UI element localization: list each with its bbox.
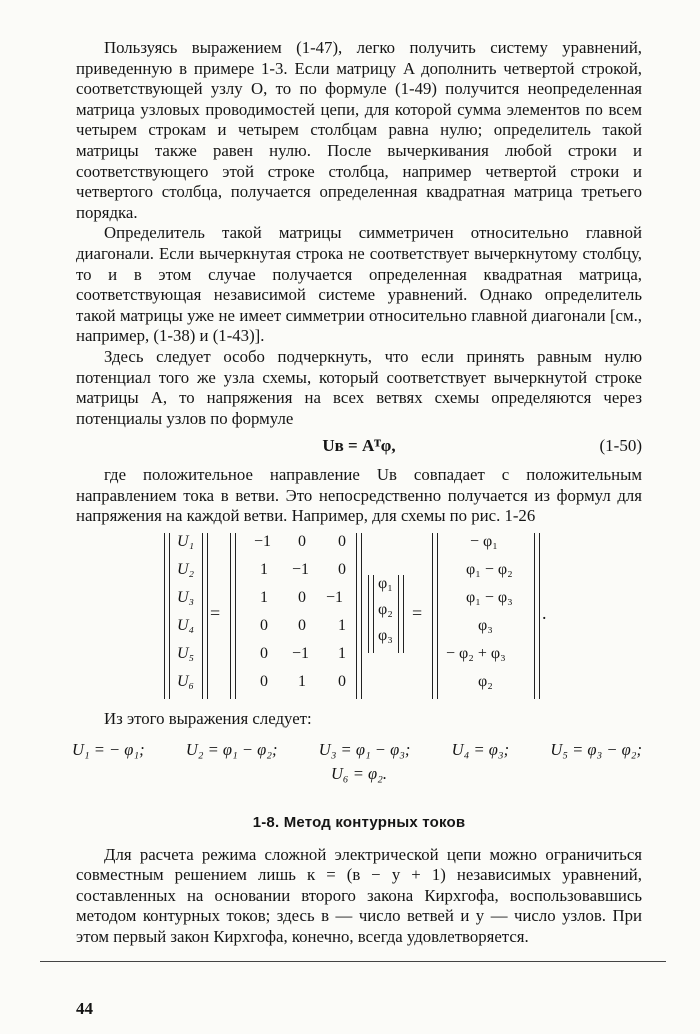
result-2: φ₁ − φ₂ bbox=[466, 561, 513, 579]
phi-2: φ₂ bbox=[378, 601, 393, 619]
paragraph-6: Для расчета режима сложной электрической цепи можно ограничиться совместным решением лишь к = (в − у + 1) независимых уравнений, составленных на основании второго закона Кирхгофа, воспользовавшись методом контурных токов; здесь в — число ветвей и у — число узлов. При этом первый закон Кирхгофа, конечно, всегда удовлетворяется. bbox=[76, 844, 642, 947]
a-transpose-matrix bbox=[230, 533, 362, 699]
a-cell: −1 bbox=[292, 645, 310, 663]
a-cell: 0 bbox=[298, 533, 306, 551]
relation-u4: U₄ = φ₃; bbox=[451, 739, 510, 759]
a-cell: 0 bbox=[338, 533, 346, 551]
a-cell: 0 bbox=[298, 589, 306, 607]
a-cell: 1 bbox=[298, 673, 306, 691]
u-1: U₁ bbox=[177, 533, 195, 551]
u-2: U₂ bbox=[177, 561, 195, 579]
result-6: φ₂ bbox=[478, 673, 493, 691]
u-4: U₄ bbox=[177, 617, 195, 635]
a-cell: 0 bbox=[338, 561, 346, 579]
a-cell: −1 bbox=[326, 589, 344, 607]
phi-1: φ₁ bbox=[378, 575, 393, 593]
result-1: − φ₁ bbox=[470, 533, 498, 551]
u-6: U₆ bbox=[177, 673, 195, 691]
relations-line-1 bbox=[72, 738, 642, 762]
page-number: 44 bbox=[76, 999, 93, 1018]
matrix-equation bbox=[76, 533, 642, 705]
equation-1-50 bbox=[76, 429, 642, 465]
scan-line bbox=[40, 961, 666, 962]
relation-u3: U₃ = φ₁ − φ₃; bbox=[318, 739, 411, 759]
result-vector bbox=[432, 533, 540, 699]
u-3: U₃ bbox=[177, 589, 195, 607]
a-cell: 0 bbox=[338, 673, 346, 691]
u-5: U₅ bbox=[177, 645, 195, 663]
paragraph-3: Здесь следует особо подчеркнуть, что если принять равным нулю потенциал того же узла схемы, который соответствует вычеркнутой строке матрицы A, то напряжения на всех ветвях схемы определяются через потенциалы узлов по формуле bbox=[76, 346, 642, 428]
equals-sign-2: = bbox=[412, 603, 423, 624]
a-cell: −1 bbox=[292, 561, 310, 579]
result-5: − φ₂ + φ₃ bbox=[446, 645, 506, 663]
matrix-period: . bbox=[542, 603, 547, 624]
relation-u6: U₆ = φ₂. bbox=[330, 763, 388, 783]
relation-u2: U₂ = φ₁ − φ₂; bbox=[185, 739, 278, 759]
a-cell: 1 bbox=[260, 561, 268, 579]
paragraph-4: где положительное направление Uв совпадает с положительным направлением тока в ветви. Это непосредственно получается из формул для напряжения на каждой ветви. Например, для схемы по рис. 1-26 bbox=[76, 465, 642, 526]
a-cell: 0 bbox=[260, 617, 268, 635]
paragraph-2: Определитель такой матрицы симметричен относительно главной диагонали. Если вычеркнутая строка не соответствует вычеркнутому столбцу, то и в этом случае получается определенная квадратная матрица, соответствующая независимой системе уравнений. Однако определитель такой матрицы уже не имеет симметрии относительно главной диагонали [см., например, (1-38) и (1-43)]. bbox=[76, 223, 642, 346]
a-cell: −1 bbox=[254, 533, 272, 551]
equation-formula: Uв = Aᵀφ, bbox=[322, 436, 396, 456]
equation-number: (1-50) bbox=[599, 436, 642, 456]
paragraph-5: Из этого выражения следует: bbox=[104, 709, 312, 729]
a-cell: 1 bbox=[260, 589, 268, 607]
result-4: φ₃ bbox=[478, 617, 493, 635]
relations-block bbox=[72, 738, 642, 786]
equals-sign-1: = bbox=[210, 603, 221, 624]
phi-vector bbox=[368, 575, 404, 653]
relation-u1: U₁ = − φ₁; bbox=[72, 739, 145, 759]
a-cell: 0 bbox=[260, 673, 268, 691]
a-cell: 0 bbox=[260, 645, 268, 663]
a-cell: 0 bbox=[298, 617, 306, 635]
result-3: φ₁ − φ₃ bbox=[466, 589, 513, 607]
paragraph-1: Пользуясь выражением (1-47), легко получить систему уравнений, приведенную в примере 1-3. Если матрицу A дополнить четвертой строкой, соответствующей узлу O, то по формуле (1-49) получится неопределенная матрица узловых проводимостей цепи, для которой сумма элементов по всем четырем строкам и четырем столбцам равна нулю; определитель такой матрицы также равен нулю. После вычеркивания любой строки и соответствующего этой строке столбца, например четвертой строки и четвертого столбца, получается определенная квадратная матрица третьего порядка. bbox=[76, 38, 642, 222]
phi-3: φ₃ bbox=[378, 627, 393, 645]
u-vector bbox=[164, 533, 208, 699]
section-heading: 1-8. Метод контурных токов bbox=[252, 813, 466, 831]
a-cell: 1 bbox=[338, 645, 346, 663]
a-cell: 1 bbox=[338, 617, 346, 635]
relation-u5: U₅ = φ₃ − φ₂; bbox=[550, 739, 642, 759]
